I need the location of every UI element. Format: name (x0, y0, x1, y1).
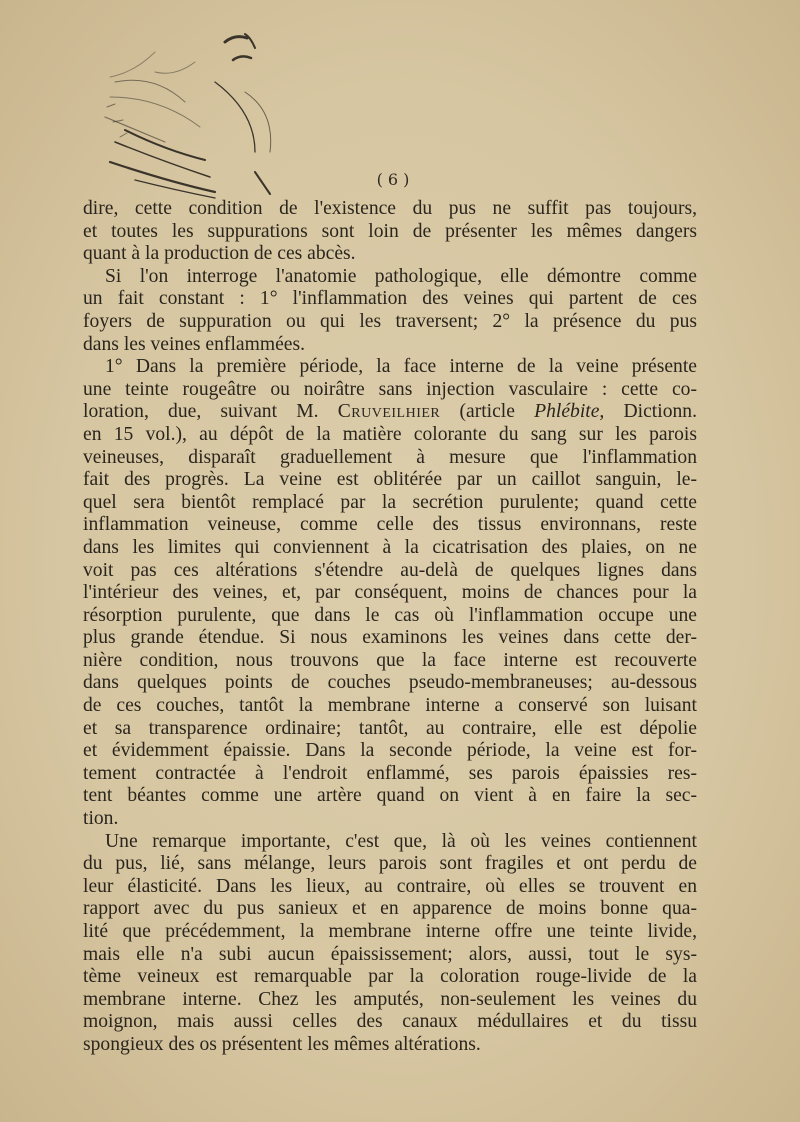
author-name: Cruveilhier (337, 401, 441, 423)
text-line: plus grande étendue. Si nous examinons les veines dans cette der- (83, 627, 697, 649)
body-text (83, 198, 697, 1057)
page-number: ( 6 ) (376, 170, 410, 189)
text-line: tement contractée à l'endroit enflammé, ses parois épaissies res- (83, 762, 697, 784)
text-line: quel sera bientôt remplacé par la secrétion purulente; quand cette (83, 491, 697, 513)
text-line: et évidemment épaissie. Dans la seconde période, la veine est for- (83, 740, 697, 762)
text-line: dans quelques points de couches pseudo-membraneuses; au-dessous (83, 672, 697, 694)
text-line-with-citation (83, 401, 697, 424)
text-line: voit pas ces altérations s'étendre au-delà de quelques lignes dans (83, 559, 697, 581)
article-title: Phlébite, (534, 401, 605, 423)
text-line: et toutes les suppurations sont loin de présenter les mêmes dangers (83, 220, 697, 242)
text-fragment: (article (440, 401, 535, 423)
text-line: veineuses, disparaît graduellement à mesure que l'inflammation (83, 446, 697, 468)
text-line: inflammation veineuse, comme celle des tissus environnans, reste (83, 514, 697, 536)
text-line: l'intérieur des veines, et, par conséquent, moins de chances pour la (83, 582, 697, 604)
text-line: un fait constant : 1° l'inflammation des veines qui partent de ces (83, 288, 697, 310)
text-line: 1° Dans la première période, la face interne de la veine présente (105, 356, 697, 378)
text-line: dans les veines enflammées. (83, 333, 305, 355)
text-line: dire, cette condition de l'existence du pus ne suffit pas toujours, (83, 198, 697, 219)
text-line: et sa transparence ordinaire; tantôt, au contraire, elle est dépolie (83, 717, 697, 739)
text-line: fait des progrès. La veine est oblitérée par un caillot sanguin, le- (83, 469, 697, 491)
text-line: spongieux des os présentent les mêmes altérations. (83, 1033, 481, 1055)
text-line: tème veineux est remarquable par la coloration rouge-livide de la (83, 966, 697, 988)
text-fragment: loration, due, suivant M. (83, 401, 338, 423)
text-line: du pus, lié, sans mélange, leurs parois sont fragiles et ont perdu de (83, 853, 697, 875)
text-line: quant à la production de ces abcès. (83, 243, 356, 265)
text-line: tion. (83, 808, 119, 830)
text-line: foyers de suppuration ou qui les traversent; 2° la présence du pus (83, 310, 697, 332)
text-line: membrane interne. Chez les amputés, non-seulement les veines du (83, 988, 697, 1010)
text-line: moignon, mais aussi celles des canaux médullaires et du tissu (83, 1011, 697, 1033)
text-line: tent béantes comme une artère quand on vient à en faire la sec- (83, 785, 697, 807)
text-line: Une remarque importante, c'est que, là où les veines contiennent (105, 830, 697, 852)
text-line: une teinte rougeâtre ou noirâtre sans injection vasculaire : cette co- (83, 378, 697, 400)
text-line: résorption purulente, que dans le cas où l'inflammation occupe une (83, 604, 697, 626)
text-line: de ces couches, tantôt la membrane interne a conservé son luisant (83, 695, 697, 717)
text-line: en 15 vol.), au dépôt de la matière colorante du sang sur les parois (83, 423, 697, 445)
text-line: lité que précédemment, la membrane interne offre une teinte livide, (83, 921, 697, 942)
text-line: nière condition, nous trouvons que la face interne est recouverte (83, 649, 697, 671)
text-line: dans les limites qui conviennent à la cicatrisation des plaies, on ne (83, 536, 697, 558)
text-line: Si l'on interroge l'anatomie pathologique, elle démontre comme (105, 265, 697, 287)
text-line: leur élasticité. Dans les lieux, au contraire, où elles se trouvent en (83, 875, 697, 897)
text-line: mais elle n'a subi aucun épaississement; alors, aussi, tout le sys- (83, 943, 697, 965)
text-line: rapport avec du pus sanieux et en apparence de moins bonne qua- (83, 898, 697, 920)
pencil-sketch-drawing (95, 22, 295, 207)
text-fragment: Dictionn. (604, 401, 697, 423)
